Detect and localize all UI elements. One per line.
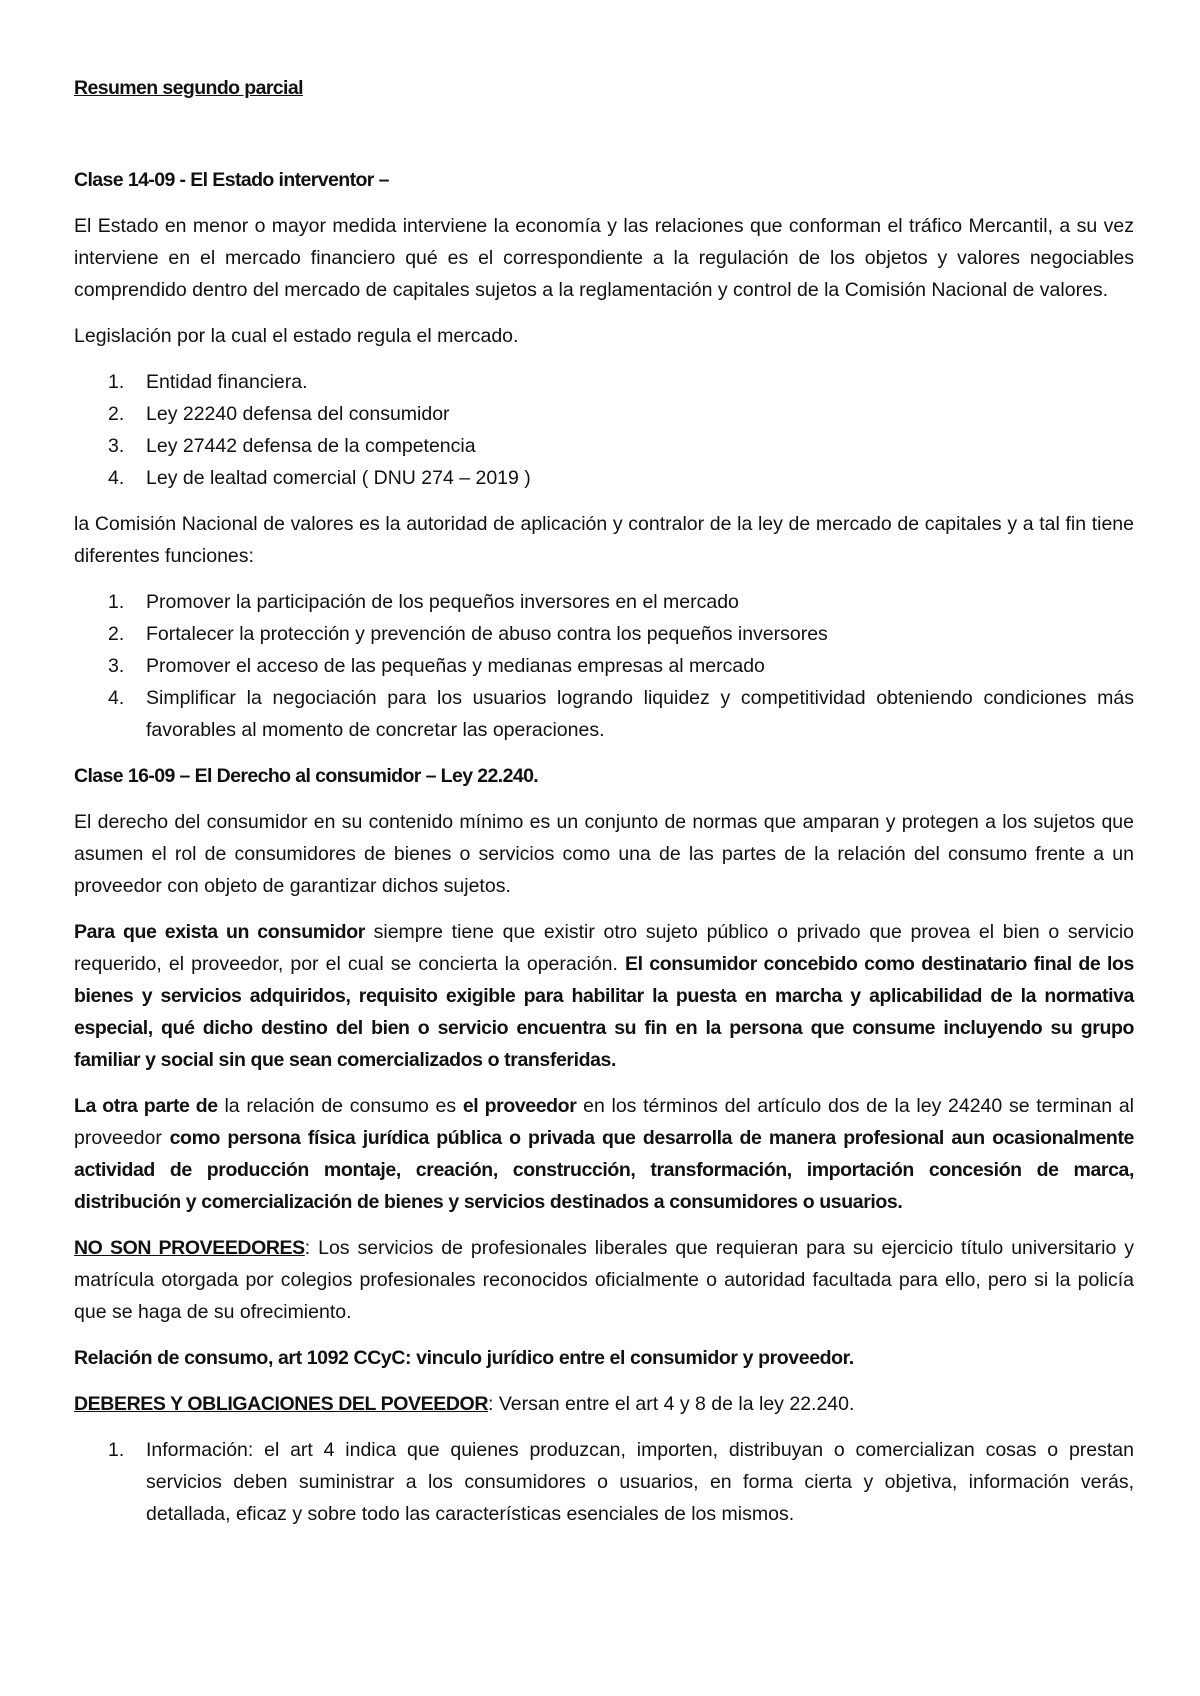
list-item (74, 366, 1134, 398)
list-item-text: Promover la participación de los pequeños inversores en el mercado (146, 591, 739, 613)
section-heading-clase-14-09: Clase 14-09 - El Estado interventor – (74, 169, 389, 191)
paragraph-consumidor (74, 916, 1134, 1076)
list-item (74, 682, 1134, 746)
document-title: Resumen segundo parcial (74, 77, 303, 99)
bold-lead: La otra parte de (74, 1095, 218, 1117)
list-number: 4. (108, 687, 125, 709)
paragraph-no-son-proveedores (74, 1232, 1134, 1328)
list-number: 1. (108, 371, 125, 393)
list-item-text: Simplificar la negociación para los usuarios logrando liquidez y competitividad obteniendo condiciones más favorables al momento de concretar las operaciones. (146, 687, 1134, 741)
list-item-text: Entidad financiera. (146, 371, 308, 393)
list-item (74, 398, 1134, 430)
paragraph: El derecho del consumidor en su contenido mínimo es un conjunto de normas que amparan y protegen a los sujetos que asumen el rol de consumidores de bienes o servicios como una de las partes de la relación del consumo frente a un proveedor con objeto de garantizar dichos sujetos. (74, 811, 1134, 897)
list-number: 2. (108, 623, 125, 645)
paragraph-text: en los términos del artículo dos de la ley 24240 se terminan al proveedor (74, 1095, 1134, 1149)
list-item (74, 618, 1134, 650)
list-number: 3. (108, 655, 125, 677)
paragraph-deberes (74, 1388, 1134, 1420)
bold-text: El consumidor concebido como destinatario final de los bienes y servicios adquiridos, requisito exigible para habilitar la puesta en marcha y aplicabilidad de la normativa especial, qué dicho destino del bien o servicio encuentra su fin en la persona que consume incluyendo su grupo familiar y social sin que sean comercializados o transferidas. (74, 953, 1134, 1071)
list-item-text: Ley 27442 defensa de la competencia (146, 435, 476, 457)
functions-list (74, 586, 1134, 746)
list-number: 1. (108, 591, 125, 613)
paragraph-relacion-consumo: Relación de consumo, art 1092 CCyC: vinculo jurídico entre el consumidor y proveedor. (74, 1347, 854, 1369)
list-item-text: Fortalecer la protección y prevención de abuso contra los pequeños inversores (146, 623, 828, 645)
list-number: 2. (108, 403, 125, 425)
list-number: 4. (108, 467, 125, 489)
paragraph-text: : Versan entre el art 4 y 8 de la ley 22.240. (488, 1393, 855, 1415)
list-item-text: Información: el art 4 indica que quienes produzcan, importen, distribuyan o comercializan cosas o prestan servicios deben suministrar a los consumidores o usuarios, en forma cierta y objetiva, información verás, detallada, eficaz y sobre todo las características esenciales de los mismos. (146, 1439, 1134, 1525)
list-item-text: Ley de lealtad comercial ( DNU 274 – 2019 ) (146, 467, 531, 489)
bold-text: como persona física jurídica pública o privada que desarrolla de manera profesional aun ocasionalmente actividad de producción montaje, creación, construcción, transformación, importación concesión de marca, distribución y comercialización de bienes y servicios destinados a consumidores o usuarios. (74, 1127, 1134, 1213)
legislation-list (74, 366, 1134, 494)
bold-text: el proveedor (462, 1095, 577, 1117)
list-item-text: Ley 22240 defensa del consumidor (146, 403, 450, 425)
bold-lead: Para que exista un consumidor (74, 921, 365, 943)
list-item (74, 430, 1134, 462)
paragraph: la Comisión Nacional de valores es la autoridad de aplicación y contralor de la ley de mercado de capitales y a tal fin tiene diferentes funciones: (74, 513, 1134, 567)
list-item (74, 1434, 1134, 1530)
list-number: 1. (108, 1439, 125, 1461)
obligations-list (74, 1434, 1134, 1530)
list-item-text: Promover el acceso de las pequeñas y medianas empresas al mercado (146, 655, 765, 677)
section-heading-clase-16-09: Clase 16-09 – El Derecho al consumidor – Ley 22.240. (74, 765, 539, 787)
underlined-label: DEBERES Y OBLIGACIONES DEL POVEEDOR (74, 1393, 489, 1415)
paragraph: El Estado en menor o mayor medida interviene la economía y las relaciones que conforman el tráfico Mercantil, a su vez interviene en el mercado financiero qué es el correspondiente a la regulación de los objetos y valores negociables comprendido dentro del mercado de capitales sujetos a la reglamentación y control de la Comisión Nacional de valores. (74, 215, 1134, 301)
list-item (74, 462, 1134, 494)
list-number: 3. (108, 435, 125, 457)
list-item (74, 586, 1134, 618)
paragraph: Legislación por la cual el estado regula el mercado. (74, 325, 519, 347)
paragraph-text: siempre tiene que existir otro sujeto público o privado que provea el bien o servicio requerido, el proveedor, por el cual se concierta la operación. (74, 921, 1134, 975)
underlined-label: NO SON PROVEEDORES (74, 1237, 305, 1259)
list-item (74, 650, 1134, 682)
paragraph-text: : Los servicios de profesionales liberales que requieran para su ejercicio título universitario y matrícula otorgada por colegios profesionales reconocidos oficialmente o autoridad facultada para ello, pero si la policía que se haga de su ofrecimiento. (74, 1237, 1134, 1323)
paragraph-text: la relación de consumo es (217, 1095, 463, 1117)
paragraph-proveedor (74, 1090, 1134, 1218)
